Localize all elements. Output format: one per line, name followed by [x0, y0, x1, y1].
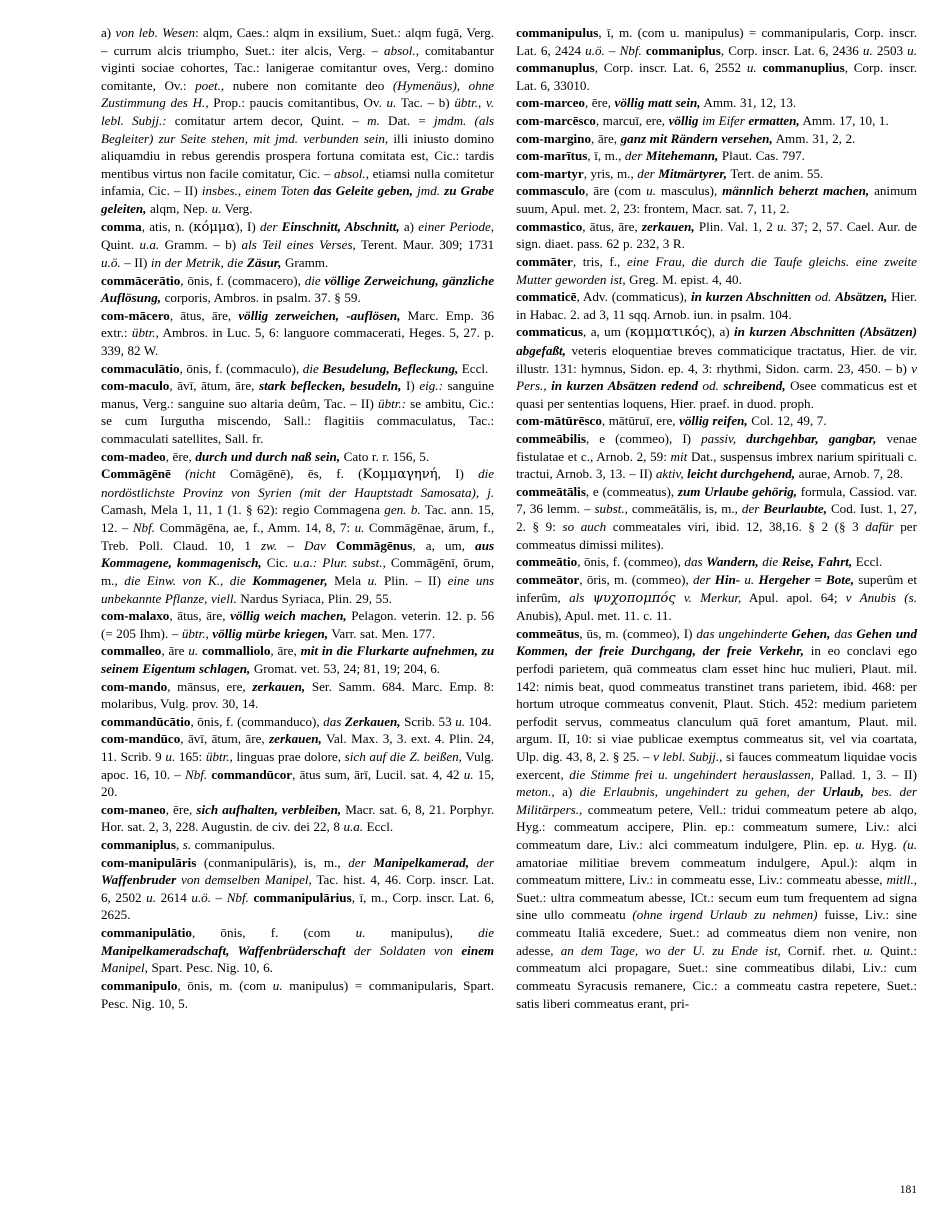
dictionary-entry: commastico, ātus, āre, zerkauen, Plin. Val. 1, 2 u. 37; 2, 57. Cael. Aur. de sign. diaet. pass. 62 p. 232, 3 R.: [516, 218, 917, 252]
dictionary-entry: com-malaxo, ātus, āre, völlig weich machen, Pelagon. veterin. 12. p. 56 (= 205 Ihm). – übtr., völlig mürbe kriegen, Varr. sat. Men. 177.: [101, 608, 495, 641]
dictionary-entry: commasculo, āre (com u. masculus), männlich beherzt machen, animum suum, Apul. met. 2, 23: frontem, Macr. sat. 7, 11, 2.: [516, 183, 917, 217]
left-column: [18, 24, 494, 1012]
dictionary-entry: commeātio, ōnis, f. (commeo), das Wandern, die Reise, Fahrt, Eccl.: [516, 554, 883, 570]
dictionary-entry: commaculātio, ōnis, f. (commaculo), die Besudelung, Befleckung, Eccl.: [101, 360, 489, 376]
right-column: [516, 24, 917, 1012]
dictionary-entry: commanipulo, ōnis, m. (com u. manipulus) = commanipularis, Spart. Pesc. Nig. 10, 5.: [101, 977, 495, 1011]
dictionary-entry: com-manipulāris (conmanipulāris), is, m., der Manipelkamerad, der Waffenbruder von demselben Manipel, Tac. hist. 4, 46. Corp. inscr. Lat. 6, 2502 u. 2614 u.ö. – Nbf. commanipulārius, ī, m., Corp. inscr. Lat. 6, 2625.: [101, 854, 495, 923]
dictionary-entry: commeābilis, e (commeo), I) passiv, durchgehbar, gangbar, venae fistulatae et c., Arnob. 2, 59: mit Dat., suspensus imbrex narium spirituali c. tractui, Arnob. 3, 13. – II) aktiv, leicht durchgehend, aurae, Arnob. 7, 28.: [516, 431, 917, 482]
dictionary-entry: commāter, tris, f., eine Frau, die durch die Taufe gleichs. eine zweite Mutter geworden ist, Greg. M. epist. 4, 40.: [516, 253, 917, 287]
page-columns: [18, 24, 917, 1012]
dictionary-entry: commanipulus, ī, m. (com u. manipulus) = commanipularis, Corp. inscr. Lat. 6, 2424 u.ö. – Nbf. commaniplus, Corp. inscr. Lat. 6, 2436 u. 2503 u. commanuplus, Corp. inscr. Lat. 6, 2552 u. commanuplius, Corp. inscr. Lat. 6, 33010.: [516, 25, 917, 93]
dictionary-entry: com-marītus, ī, m., der Mitehemann, Plaut. Cas. 797.: [516, 148, 805, 164]
dictionary-entry: commaticē, Adv. (commaticus), in kurzen Abschnitten od. Absätzen, Hier. in Habac. 2. ad 3, 11 sqq. Arnob. iun. in psalm. 104.: [516, 289, 917, 322]
dictionary-entry: com-mandūco, āvī, ātum, āre, zerkauen, Val. Max. 3, 3. ext. 4. Plin. 24, 11. Scrib. 9 u. 165: übtr., linguas prae dolore, sich auf die Z. beißen, Vulg. apoc. 16, 10. – Nbf. commandūcor, ātus sum, ārī, Lucil. sat. 4, 42 u. 15, 20.: [101, 731, 495, 800]
dictionary-entry: com-margino, āre, ganz mit Rändern versehen, Amm. 31, 2, 2.: [516, 130, 856, 146]
page-number: 181: [899, 1184, 917, 1196]
dictionary-entry: com-mando, mānsus, ere, zerkauen, Ser. Samm. 684. Marc. Emp. 8: molaribus, Vulg. prov. 30, 14.: [101, 678, 495, 712]
dictionary-entry: commācerātio, ōnis, f. (commacero), die völlige Zerweichung, gänzliche Auflösung, corporis, Ambros. in psalm. 37. § 59.: [101, 272, 495, 306]
dictionary-entry: com-mācero, ātus, āre, völlig zerweichen, -auflösen, Marc. Emp. 36 extr.: übtr., Ambros. in Luc. 5, 6: languore commacerati, Heges. 5, 27. p. 339, 82 W.: [101, 307, 495, 358]
dictionary-entry: a) von leb. Wesen: alqm, Caes.: alqm in exsilium, Suet.: alqm fugā, Verg. – currum alcis triumpho, Suet.: iter alcis, Verg. – absol., comitabantur viginti sociae cohortes, Tac.: lanigerae comitantur oves, Verg.: domino comitante, Ov.: poet., nubere non comitante deo (Hymenäus), ohne Zustimmung des H., Prop.: paucis comitantibus, Ov. u. Tac. – b) übtr., v. lebl. Subjj.: comitatur artem decor, Quint. – m. Dat. = jmdm. (als Begleiter) zur Seite stehen, mit jmd. verbunden sein, illi iniusto domino aliquamdiu in rebus gerendis prospera fortuna comitata est, Cic.: tardis mentibus virtus non facile comitatur, Cic. – absol., etiamsi nulla comitetur infamia, Cic. – II) insbes., einem Toten das Geleite geben, jmd. zu Grabe geleiten, alqm, Nep. u. Verg.: [101, 25, 495, 217]
dictionary-entry: commaniplus, s. commanipulus.: [101, 837, 276, 853]
dictionary-entry: com-madeo, ēre, durch und durch naß sein, Cato r. r. 156, 5.: [101, 448, 430, 464]
dictionary-entry: com-martyr, yris, m., der Mitmärtyrer, Tert. de anim. 55.: [516, 165, 824, 181]
dictionary-entry: com-mātūrēsco, mātūruī, ere, völlig reifen, Col. 12, 49, 7.: [516, 413, 827, 429]
dictionary-entry: Commāgēnē (nicht Comāgēnē), ēs, f. (Κομμαγηνή, I) die nordöstlichste Provinz von Syrien (mit der Hauptstadt Samosata), j. Camash, Mela 1, 11, 1 (1. § 62): regio Commagena gen. b. Tac. ann. 15, 12. – Nbf. Commāgēna, ae, f., Amm. 14, 8, 7: u. Commāgēnae, ārum, f., Treb. Poll. Claud. 10, 1 zw. – Dav Commāgēnus, a, um, aus Kommagene, kommagenisch, Cic. u.a.: Plur. subst., Commāgēnī, ōrum, m., die Einw. von K., die Kommagener, Mela u. Plin. – II) eine uns unbekannte Pflanze, viell. Nardus Syriaca, Plin. 29, 55.: [101, 466, 495, 606]
dictionary-entry: com-marcēsco, marcuī, ere, völlig im Eifer ermatten, Amm. 17, 10, 1.: [516, 113, 889, 129]
dictionary-entry: commandūcātio, ōnis, f. (commanduco), das Zerkauen, Scrib. 53 u. 104.: [101, 713, 492, 729]
dictionary-entry: com-maculo, āvī, ātum, āre, stark beflecken, besudeln, I) eig.: sanguine manus, Verg.: sanguine suo altaria deûm, Tac. – II) übtr.: se ambitu, Cic.: se cum Iurgutha miscendo, Sall.: flagitiis commaculatus, Tac.: commaculati satellites, Sall. fr.: [101, 378, 495, 447]
dictionary-entry: commeātus, ūs, m. (commeo), I) das ungehinderte Gehen, das Gehen und Kommen, der freie Durchgang, der freie Verkehr, in eo conclavi ego perfodi parietem, quā commeatus clam esset hinc huc mulieri, Plaut. mil. 142: nimis beat, quod commeatus transtinet trans parietem, ibid. 468: per hortum utroque commeatus convenit, Plaut. Stich. 452: medium parietem perfodit servus, commeatus clanculum quā foret amantum, Plaut. mil. argum. II, 10: si viae publicae exemptus commeatus sit, vel via coartata, Ulp. dig. 43, 8, 2. § 25. – v lebl. Subjj., si fauces commeatum liquidae vocis exercent, die Stimme frei u. ungehindert herauslassen, Pallad. 1, 3. – II) meton., a) die Erlaubnis, ungehindert zu gehen, der Urlaub, bes. der Militärpers., commeatum petere, Vell.: tridui commeatum petere ab alqo, Hyg.: commeatum accipere, Plin. ep.: commeatum sumere, Liv.: alci commeatum dare, Liv.: alci commeatum indulgere, Plin. ep. u. Hyg. (u. amatoriae militiae brevem commeatum indulgere, Apul.): alqm in commeatum mittere, Liv.: in commeatu esse, Liv.: commeatu abesse, mitll., Suet.: ultra commeatum abesse, ICt.: secum eum tum frequentem ad signa sine ullo commeatu (ohne irgend Urlaub zu nehmen) fuisse, Liv.: sine commeatu Italiā excedere, Suet.: ad commeatus diem non venire, non adesse, an dem Tage, wo der U. zu Ende ist, Cornif. rhet. u. Quint.: commeatum alci propagare, Suet.: sine commeatibus dilabi, Liv.: cum commeatu Syracusis remanere, Cic.: a commeatu castra repetere, Suet.: satis liberi commeatus erant, pri-: [516, 625, 918, 1011]
dictionary-entry: commanipulātio, ōnis, f. (com u. manipulus), die Manipelkameradschaft, Waffenbrüderschaft der Soldaten von einem Manipel, Spart. Pesc. Nig. 10, 6.: [101, 925, 495, 976]
dictionary-entry: commalleo, āre u. commalliolo, āre, mit in die Flurkarte aufnehmen, zu seinem Eigentum schlagen, Gromat. vet. 53, 24; 81, 19; 204, 6.: [101, 643, 495, 676]
dictionary-entry: comma, atis, n. (κóμμα), I) der Einschnitt, Abschnitt, a) einer Periode, Quint. u.a. Gramm. – b) als Teil eines Verses, Terent. Maur. 309; 1731 u.ö. – II) in der Metrik, die Zäsur, Gramm.: [101, 218, 495, 270]
dictionary-entry: commeātālis, e (commeatus), zum Urlaube gehörig, formula, Cassiod. var. 7, 36 lemm. – subst., commeātālis, is, m., der Beurlaubte, Cod. Iust. 1, 27, 2. § 9: so auch commeatales viri, ibid. 12, 38,16. § 2 (§ 3 dafür per commeatus dimissi milites).: [516, 483, 917, 552]
dictionary-entry: com-marceo, ēre, völlig matt sein, Amm. 31, 12, 13.: [516, 95, 797, 111]
dictionary-entry: commaticus, a, um (κομματικóς), a) in kurzen Abschnitten (Absätzen) abgefaßt, veteris eloquentiae breves commaticique tractatus, Hier. de vir. illustr. 131: hymnus, Sidon. ep. 4, 3: rhythmi, Sidon. carm. 23, 450. – b) v Pers., in kurzen Absätzen redend od. schreibend, Osee commaticus est et quasi per sententias loquens, Hier. praef. in duod. proph.: [516, 324, 917, 411]
dictionary-entry: commeātor, ōris, m. (commeo), der Hin- u. Hergeher = Bote, superûm et inferûm, als ψυχοπομπóς v. Merkur, Apul. apol. 64; v Anubis (s. Anubis), Apul. met. 11. c. 11.: [516, 571, 917, 624]
dictionary-entry: com-maneo, ēre, sich aufhalten, verbleiben, Macr. sat. 6, 8, 21. Porphyr. Hor. sat. 2, 3, 228. Augustin. de civ. dei 22, 8 u.a. Eccl.: [101, 801, 495, 835]
